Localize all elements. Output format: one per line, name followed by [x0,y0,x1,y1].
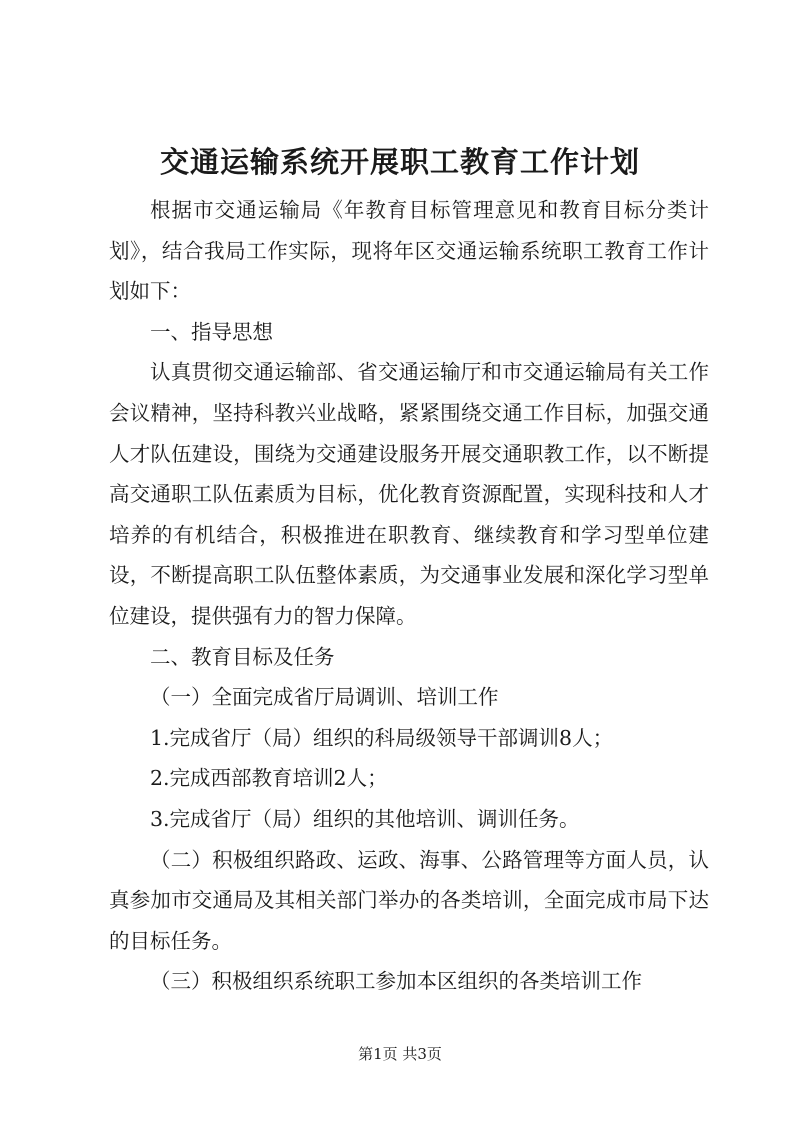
subheading-item-1: （一）全面完成省厅局调训、培训工作 [150,685,499,710]
subheading-item-3: （三）积极组织系统职工参加本区组织的各类培训工作 [150,969,642,994]
list-item-1: 1.完成省厅（局）组织的科局级领导干部调训8人； [150,725,614,750]
list-item-3: 3.完成省厅（局）组织的其他培训、调训任务。 [150,806,580,831]
heading-goals-tasks: 二、教育目标及任务 [150,644,335,669]
heading-guiding-ideology: 一、指导思想 [150,319,273,344]
paragraph-intro: 根据市交通运输局《年教育目标管理意见和教育目标分类计划》，结合我局工作实际，现将年区交通运输系统职工教育工作计划如下： [109,198,709,304]
document-body [109,190,709,1002]
list-item-2: 2.完成西部教育培训2人； [150,766,388,791]
subheading-item-2: （二）积极组织路政、运政、海事、公路管理等方面人员，认真参加市交通局及其相关部门举办的各类培训，全面完成市局下达的目标任务。 [109,847,709,953]
paragraph-guiding-ideology: 认真贯彻交通运输部、省交通运输厅和市交通运输局有关工作会议精神，坚持科教兴业战略，紧紧围绕交通工作目标，加强交通人才队伍建设，围绕为交通建设服务开展交通职教工作，以不断提高交通职工队伍素质为目标，优化教育资源配置，实现科技和人才培养的有机结合，积极推进在职教育、继续教育和学习型单位建设，不断提高职工队伍整体素质，为交通事业发展和深化学习型单位建设，提供强有力的智力保障。 [109,360,709,628]
page-number-footer: 第1页 共3页 [358,1045,442,1063]
document-title: 交通运输系统开展职工教育工作计划 [159,145,640,179]
